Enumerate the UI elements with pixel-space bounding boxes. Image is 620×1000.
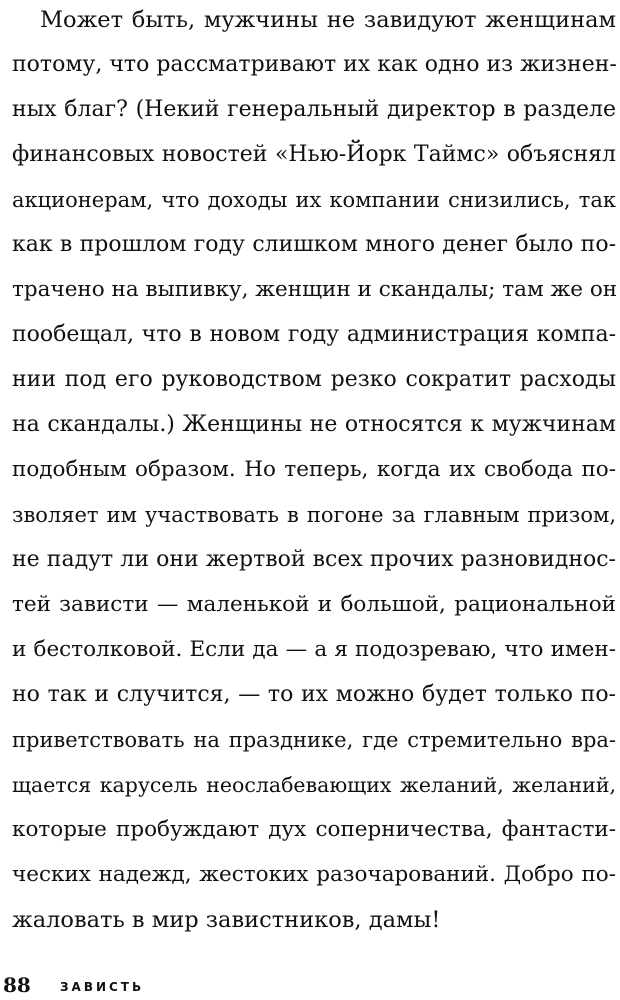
text-line: приветствовать на празднике, где стремительно вра- [12,728,616,752]
text-line: Может быть, мужчины не завидуют женщинам [40,7,616,33]
text-line: пообещал, что в новом году администрация компа- [12,322,616,347]
text-line: потому, что рассматривают их как одно из жизнен- [12,52,617,77]
text-line: трачено на выпивку, женщин и скандалы; там же он [12,277,618,302]
text-line: тей зависти — маленькой и большой, рациональной [12,592,616,617]
text-line: финансовых новостей «Нью-Йорк Таймс» объяснял [12,142,616,167]
text-line: как в прошлом году слишком много денег было по- [12,232,616,257]
text-line: которые пробуждают дух соперничества, фантасти- [12,817,616,842]
page-footer [0,972,620,1000]
text-line: не падут ли они жертвой всех прочих разновиднос- [12,547,616,572]
text-line: подобным образом. Но теперь, когда их свобода по- [12,457,616,482]
text-line: нии под его руководством резко сократит расходы [12,367,616,392]
text-line: но так и случится, — то их можно будет только по- [12,682,616,707]
text-line: ческих надежд, жестоких разочарований. Добро по- [12,862,616,887]
text-line: жаловать в мир завистников, дамы! [12,907,441,933]
text-line: зволяет им участвовать в погоне за главным призом, [12,503,616,527]
page-number: 88 [3,973,31,997]
text-line: акционерам, что доходы их компании снизились, так [12,188,616,212]
text-line: и бестолковой. Если да — а я подозреваю, что имен- [12,637,616,662]
text-line: ных благ? (Некий генеральный директор в разделе [12,97,616,122]
text-line: на скандалы.) Женщины не относятся к мужчинам [12,412,616,437]
running-head: ЗАВИСТЬ [60,980,145,994]
text-line: щается карусель неослабевающих желаний, желаний, [12,773,616,797]
